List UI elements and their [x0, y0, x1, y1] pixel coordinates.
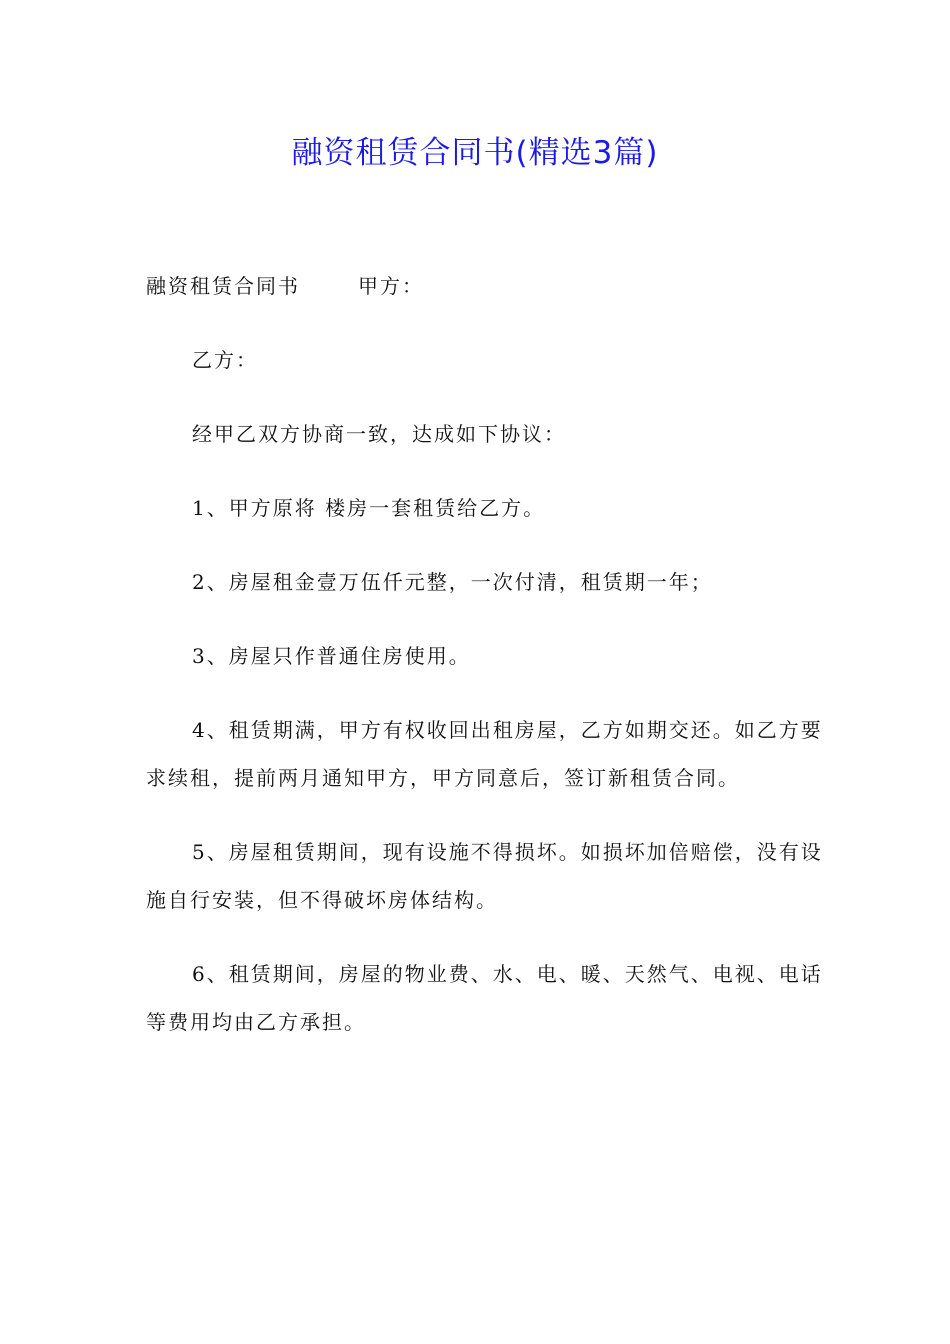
party-b-label: 乙方： — [192, 348, 258, 372]
clause-2: 2、房屋租金壹万伍仟元整，一次付清，租赁期一年； — [192, 570, 713, 594]
party-a-label: 甲方： — [358, 274, 424, 298]
clause-1: 1、甲方原将 楼房一套租赁给乙方。 — [192, 496, 546, 520]
document-body — [146, 262, 836, 1072]
clause-4: 4、租赁期满，甲方有权收回出租房屋，乙方如期交还。如乙方要求续租，提前两月通知甲方，甲方同意后，签订新租赁合同。 — [146, 718, 823, 790]
intro-paragraph: 经甲乙双方协商一致，达成如下协议： — [192, 422, 566, 446]
clause-3: 3、房屋只作普通住房使用。 — [192, 644, 471, 668]
heading-line — [146, 262, 836, 310]
clause-6: 6、租赁期间，房屋的物业费、水、电、暖、天然气、电视、电话等费用均由乙方承担。 — [146, 962, 823, 1034]
clause-5: 5、房屋租赁期间，现有设施不得损坏。如损坏加倍赔偿，没有设施自行安装，但不得破坏房体结构。 — [146, 840, 823, 912]
contract-heading: 融资租赁合同书 — [146, 274, 300, 298]
document-title: 融资租赁合同书(精选3篇) — [291, 135, 659, 171]
